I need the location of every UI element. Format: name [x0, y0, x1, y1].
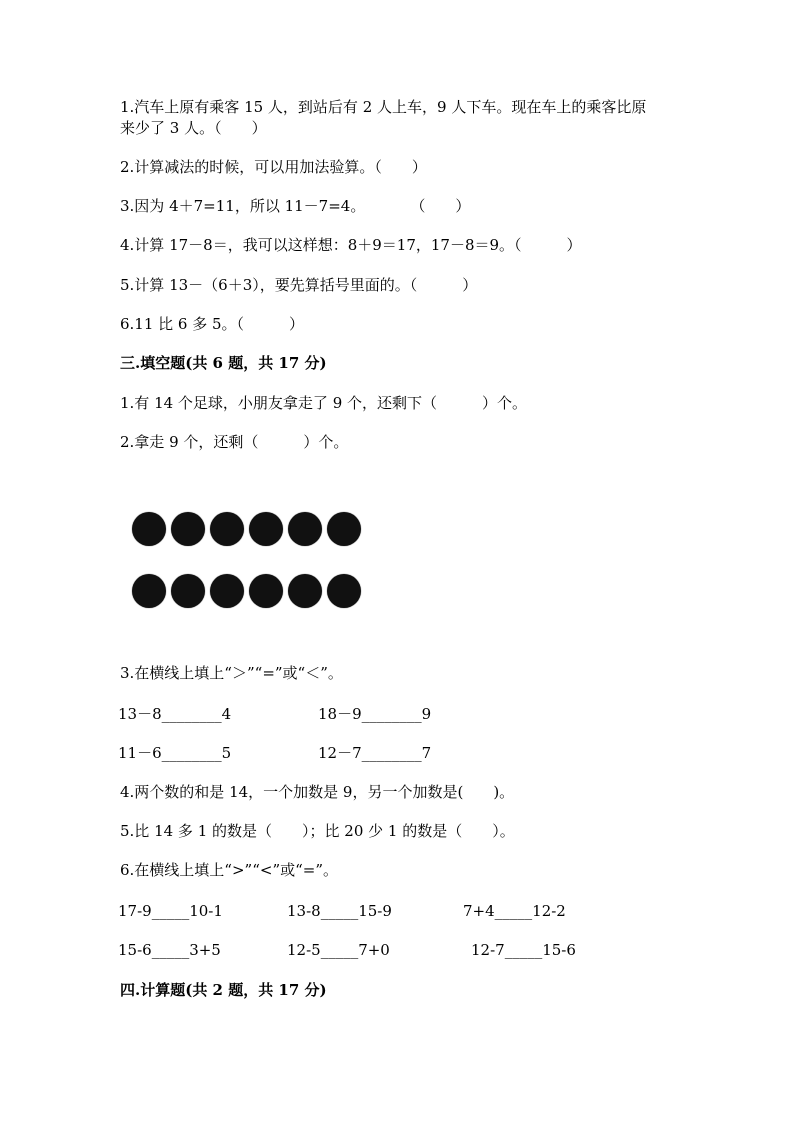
compare-item: 18－9________9	[318, 705, 432, 723]
fill-q1: 1.有 14 个足球，小朋友拿走了 9 个，还剩下（ ）个。	[120, 394, 528, 412]
dot-grid	[130, 512, 370, 612]
judgement-q6: 6.11 比 6 多 5。（ ）	[120, 315, 305, 333]
compare-item: 13－8________4	[118, 705, 232, 723]
dot	[327, 512, 361, 546]
dot	[210, 574, 244, 608]
fill-q4: 4.两个数的和是 14，一个加数是 9，另一个加数是( )。	[120, 783, 515, 801]
dot	[132, 574, 166, 608]
fill-q5: 5.比 14 多 1 的数是（ ）；比 20 少 1 的数是（ ）。	[120, 822, 515, 840]
fill-q2: 2.拿走 9 个，还剩（ ）个。	[120, 433, 349, 451]
compare-item: 12－7________7	[318, 744, 432, 762]
dot	[288, 512, 322, 546]
compare-item: 15-6_____3+5	[118, 941, 221, 959]
dot	[132, 512, 166, 546]
section3-title: 三.填空题(共 6 题，共 17 分)	[120, 354, 327, 372]
judgement-q3: 3.因为 4＋7=11，所以 11－7=4。 （ ）	[120, 197, 471, 215]
compare-item: 11－6________5	[118, 744, 232, 762]
compare-item: 13-8_____15-9	[287, 902, 392, 920]
compare-item: 17-9_____10-1	[118, 902, 223, 920]
dot	[327, 574, 361, 608]
dot	[249, 574, 283, 608]
judgement-q4: 4.计算 17－8＝，我可以这样想：8＋9＝17，17－8＝9。（ ）	[120, 236, 582, 254]
dot	[171, 512, 205, 546]
section4-title: 四.计算题(共 2 题，共 17 分)	[120, 981, 327, 999]
compare-item: 12-5_____7+0	[287, 941, 390, 959]
dot	[210, 512, 244, 546]
fill-q6: 6.在横线上填上“>”“<”或“=”。	[120, 861, 339, 879]
dot	[249, 512, 283, 546]
dot	[288, 574, 322, 608]
compare-item: 7+4_____12-2	[463, 902, 566, 920]
compare-item: 12-7_____15-6	[471, 941, 576, 959]
fill-q3: 3.在横线上填上“＞”“=”或“＜”。	[120, 664, 343, 682]
judgement-q1-line2: 来少了 3 人。（ ）	[120, 119, 267, 137]
judgement-q1-line1: 1.汽车上原有乘客 15 人，到站后有 2 人上车，9 人下车。现在车上的乘客比原	[120, 98, 647, 116]
dot	[171, 574, 205, 608]
judgement-q5: 5.计算 13－（6＋3），要先算括号里面的。（ ）	[120, 276, 478, 294]
judgement-q2: 2.计算减法的时候，可以用加法验算。（ ）	[120, 158, 427, 176]
